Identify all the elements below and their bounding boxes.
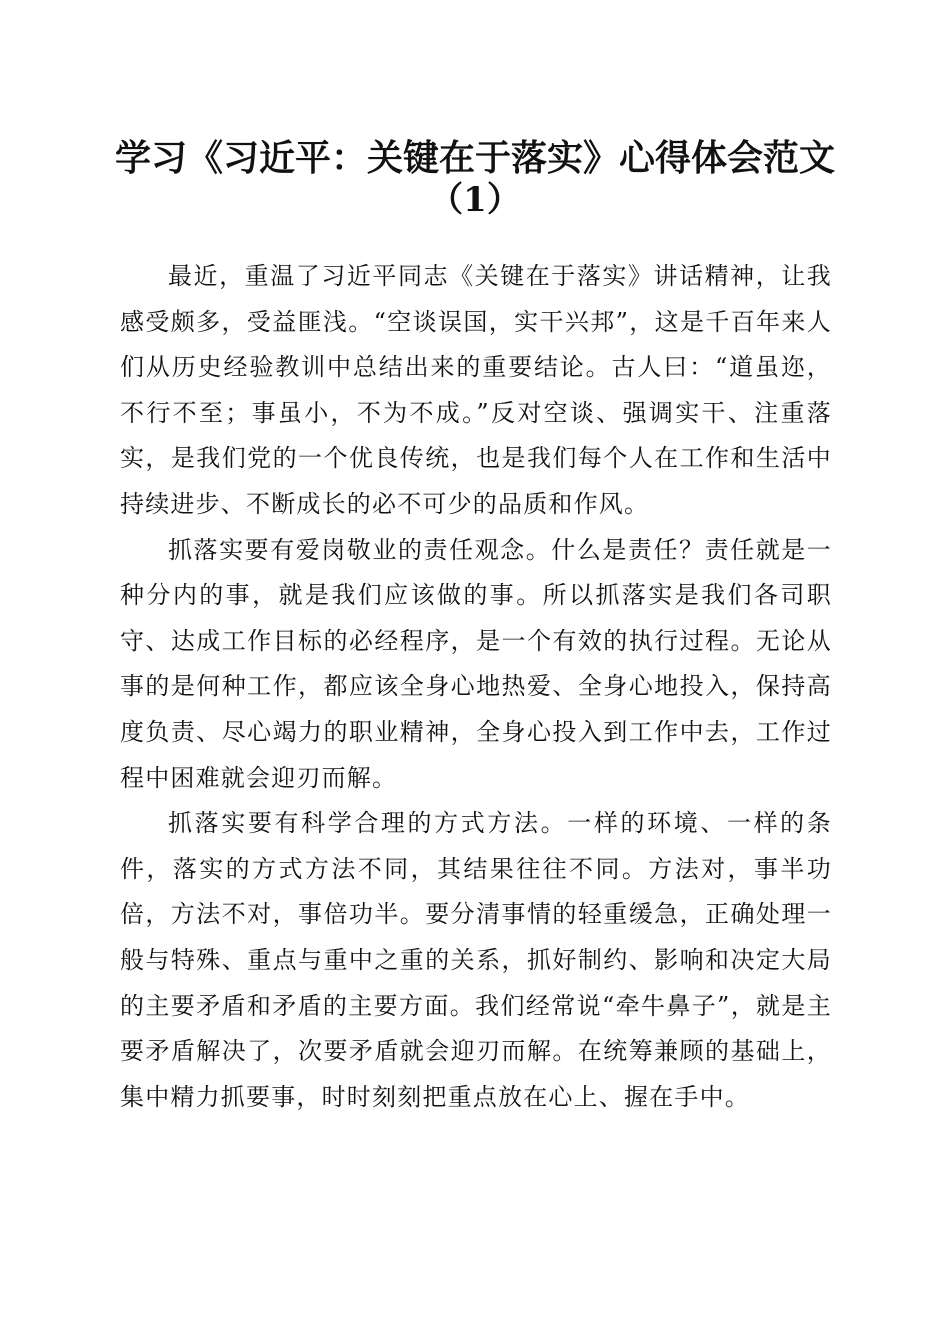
title-line-1: 学习《习近平：关键在于落实》心得体会范文	[114, 137, 835, 179]
paragraph-3: 抓落实要有科学合理的方式方法。一样的环境、一样的条件，落实的方式方法不同，其结果往往不同。方法对，事半功倍，方法不对，事倍功半。要分清事情的轻重缓急，正确处理一般与特殊、重点与重中之重的关系，抓好制约、影响和决定大局的主要矛盾和矛盾的主要方面。我们经常说“牵牛鼻子”，就是主要矛盾解决了，次要矛盾就会迎刃而解。在统筹兼顾的基础上，集中精力抓要事，时时刻刻把重点放在心上、握在手中。	[120, 809, 832, 1111]
paragraph-2: 抓落实要有爱岗敬业的责任观念。什么是责任？责任就是一种分内的事，就是我们应该做的事。所以抓落实是我们各司职守、达成工作目标的必经程序，是一个有效的执行过程。无论从事的是何种工作，都应该全身心地热爱、全身心地投入，保持高度负责、尽心竭力的职业精神，全身心投入到工作中去，工作过程中困难就会迎刃而解。	[120, 535, 832, 792]
document-title	[100, 133, 850, 183]
document-subtitle	[100, 178, 850, 222]
title-line-2: （1）	[429, 180, 521, 220]
document-body	[120, 254, 832, 1120]
paragraph-1: 最近，重温了习近平同志《关键在于落实》讲话精神，让我感受颇多，受益匪浅。“空谈误国，实干兴邦”，这是千百年来人们从历史经验教训中总结出来的重要结论。古人曰：“道虽迩，不行不至；事虽小，不为不成。”反对空谈、强调实干、注重落实，是我们党的一个优良传统，也是我们每个人在工作和生活中持续进步、不断成长的必不可少的品质和作风。	[120, 262, 832, 518]
